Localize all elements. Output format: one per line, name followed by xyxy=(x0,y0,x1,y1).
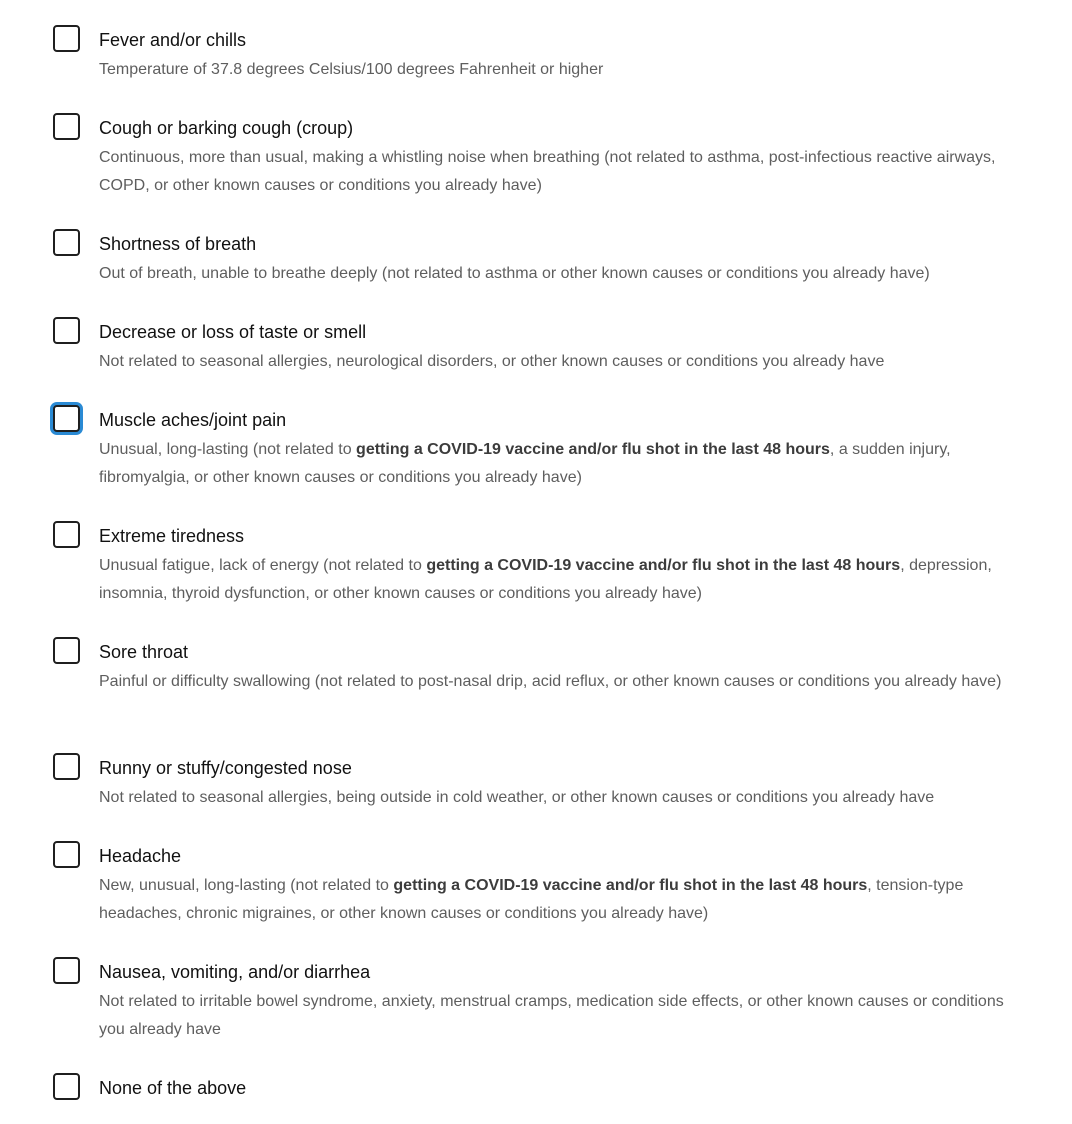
symptom-description xyxy=(99,348,1024,376)
symptom-title[interactable]: Extreme tiredness xyxy=(99,526,245,546)
description-text: New, unusual, long-lasting (not related to xyxy=(99,877,394,894)
symptom-title[interactable]: Fever and/or chills xyxy=(99,30,247,50)
symptom-description xyxy=(99,668,1024,696)
symptom-checkbox[interactable] xyxy=(53,405,80,432)
symptom-checkbox[interactable] xyxy=(53,521,80,548)
symptom-title[interactable]: Decrease or loss of taste or smell xyxy=(99,322,367,342)
symptom-text xyxy=(99,524,1024,608)
symptom-title[interactable]: Nausea, vomiting, and/or diarrhea xyxy=(99,962,371,982)
description-text: , tension-type headaches, chronic migraines, or other known causes or conditions you already have) xyxy=(99,877,964,922)
symptom-title[interactable]: Headache xyxy=(99,846,182,866)
symptom-description xyxy=(99,988,1024,1044)
symptom-checkbox[interactable] xyxy=(53,753,80,780)
symptom-checkbox[interactable] xyxy=(53,957,80,984)
description-text: Continuous, more than usual, making a whistling noise when breathing (not related to asthma, post-infectious reactive airways, COPD, or other known causes or conditions you already have) xyxy=(99,149,996,194)
description-text: Not related to seasonal allergies, neurological disorders, or other known causes or conditions you already have xyxy=(99,353,885,370)
symptom-description xyxy=(99,260,1024,288)
symptom-description xyxy=(99,552,1024,608)
symptom-text xyxy=(99,320,1024,376)
symptom-text xyxy=(99,232,1024,288)
symptom-checkbox[interactable] xyxy=(53,637,80,664)
description-text: , a sudden injury, fibromyalgia, or other known causes or conditions you already have) xyxy=(99,441,951,486)
symptom-title[interactable]: Shortness of breath xyxy=(99,234,257,254)
symptom-text xyxy=(99,640,1024,696)
symptom-title[interactable]: Sore throat xyxy=(99,642,189,662)
symptom-description xyxy=(99,436,1024,492)
symptom-description xyxy=(99,56,1024,84)
symptom-text xyxy=(99,844,1024,928)
description-emphasis: getting a COVID-19 vaccine and/or flu shot in the last 48 hours xyxy=(356,441,830,458)
symptom-checkbox[interactable] xyxy=(53,229,80,256)
symptom-checkbox[interactable] xyxy=(53,113,80,140)
description-emphasis: getting a COVID-19 vaccine and/or flu shot in the last 48 hours xyxy=(393,877,868,894)
symptom-description xyxy=(99,144,1024,200)
symptom-text xyxy=(99,408,1024,492)
symptom-text xyxy=(99,960,1024,1044)
symptom-title[interactable]: None of the above xyxy=(99,1078,247,1098)
description-text: Unusual fatigue, lack of energy (not related to xyxy=(99,557,427,574)
description-text: Painful or difficulty swallowing (not related to post-nasal drip, acid reflux, or other known causes or conditions you already have) xyxy=(99,673,1002,690)
description-text: Out of breath, unable to breathe deeply (not related to asthma or other known causes or conditions you already have) xyxy=(99,265,930,282)
description-text: Temperature of 37.8 degrees Celsius/100 degrees Fahrenheit or higher xyxy=(99,61,604,78)
symptom-text xyxy=(99,756,1024,812)
symptom-checkbox[interactable] xyxy=(53,317,80,344)
symptom-title[interactable]: Muscle aches/joint pain xyxy=(99,410,287,430)
symptom-checkbox[interactable] xyxy=(53,25,80,52)
symptom-checkbox[interactable] xyxy=(53,1073,80,1100)
symptom-text xyxy=(99,116,1024,200)
description-text: , depression, insomnia, thyroid dysfunction, or other known causes or conditions you already have) xyxy=(99,557,992,602)
description-text: Not related to irritable bowel syndrome, anxiety, menstrual cramps, medication side effects, or other known causes or conditions you already have xyxy=(99,993,1004,1038)
description-text: Unusual, long-lasting (not related to xyxy=(99,441,357,458)
symptom-title[interactable]: Cough or barking cough (croup) xyxy=(99,118,354,138)
symptom-checkbox[interactable] xyxy=(53,841,80,868)
symptom-text xyxy=(99,28,1024,84)
description-emphasis: getting a COVID-19 vaccine and/or flu shot in the last 48 hours xyxy=(426,557,901,574)
description-text: Not related to seasonal allergies, being outside in cold weather, or other known causes or conditions you already have xyxy=(99,789,935,806)
symptom-text xyxy=(99,1076,1024,1100)
symptom-description xyxy=(99,872,1024,928)
symptom-title[interactable]: Runny or stuffy/congested nose xyxy=(99,758,352,778)
symptom-description xyxy=(99,784,1024,812)
